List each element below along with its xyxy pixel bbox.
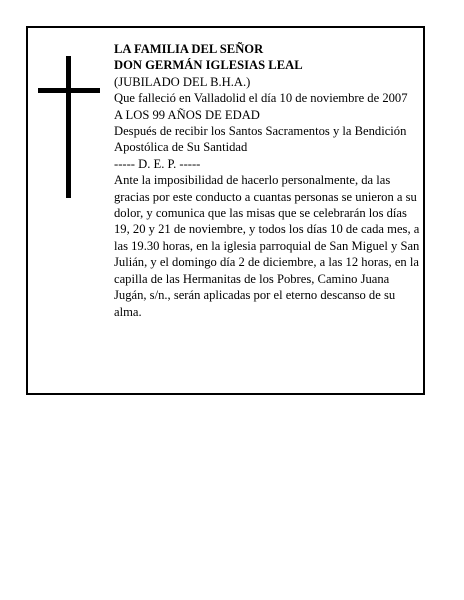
obituary-notice <box>26 26 425 395</box>
cross-vertical-bar <box>66 56 71 198</box>
subtitle-retired: (JUBILADO DEL B.H.A.) <box>114 74 251 89</box>
death-info: Que falleció en Valladolid el día 10 de noviembre de 2007 <box>114 91 408 106</box>
notice-text <box>114 41 420 320</box>
heading-name: DON GERMÁN IGLESIAS LEAL <box>114 58 303 73</box>
body-paragraph: Ante la imposibilidad de hacerlo personalmente, da las gracias por este conducto a cuantas personas se unieron a su dolor, y comunica que las misas que se celebrarán los días 19, 20 y 21 de noviembre, y todos los días 10 de cada mes, a las 19.30 horas, en la iglesia parroquial de San Miguel y San Julián, y el domingo día 2 de diciembre, a las 12 horas, en la capilla de las Hermanitas de los Pobres, Camino Juana Jugán, s/n., serán aplicadas por el eterno descanso de su alma. <box>114 173 420 319</box>
sacraments-line: Después de recibir los Santos Sacramentos y la Bendición Apostólica de Su Santidad <box>114 124 407 155</box>
rip-line: ----- D. E. P. ----- <box>114 156 201 171</box>
cross-horizontal-bar <box>38 88 100 93</box>
age-line: A LOS 99 AÑOS DE EDAD <box>114 107 260 122</box>
heading-family: LA FAMILIA DEL SEÑOR <box>114 42 264 56</box>
cross-icon <box>38 56 100 198</box>
